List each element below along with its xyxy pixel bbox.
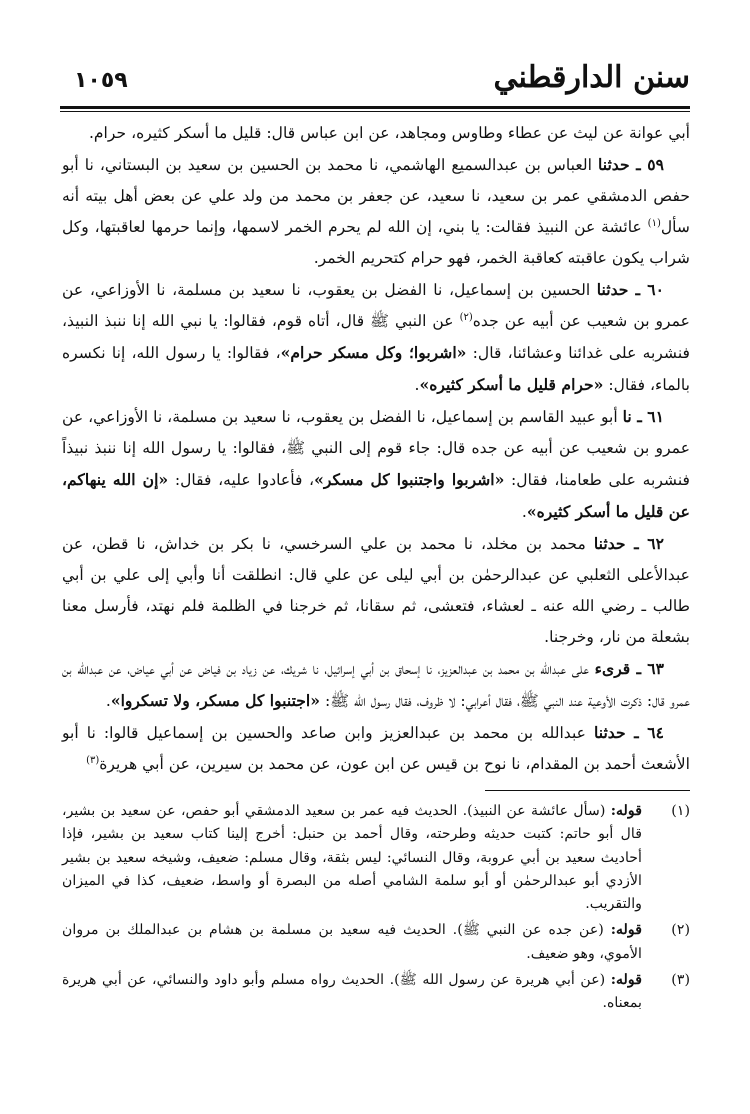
hadith-61 (62, 401, 690, 528)
header-rule-thin (60, 111, 690, 112)
footnote-marker: (٢) (671, 922, 690, 939)
footnote-title: قوله: (610, 922, 642, 939)
footnote-2 (62, 919, 690, 966)
hadith-number-label: ٦٣ ـ قرىء (594, 659, 664, 678)
book-title: سنن الدارقطني (493, 60, 690, 95)
footnote-ref-3[interactable]: (٣) (86, 754, 100, 766)
paragraph-text: أبي عوانة عن ليث عن عطاء وطاوس ومجاهد، عن ابن عباس قال: قليل ما أسكر كثيره، حرام. (88, 124, 690, 142)
hadith-number-label: ٦٠ ـ حدثنا (596, 280, 664, 299)
footnote-marker: (٣) (671, 972, 690, 989)
hadith-number-label: ٦٢ ـ حدثنا (593, 534, 664, 553)
paragraph-text: الحسين بن إسماعيل، نا الفضل بن يعقوب، نا سعيد بن مسلمة، نا الأوزاعي، عن عمرو بن شعيب عن أبيه عن جده (62, 281, 690, 330)
prophetic-quote: «اجتنبوا كل مسكر، ولا تسكروا» (110, 691, 321, 710)
prophetic-quote: «حرام قليل ما أسكر كثيره» (419, 375, 604, 394)
footnotes (62, 800, 690, 1019)
footnote-title: قوله: (610, 803, 642, 819)
hadith-64 (62, 717, 690, 780)
hadith-60 (62, 274, 690, 401)
hadith-number-label: ٦٤ ـ حدثنا (594, 723, 664, 742)
paragraph-continuation (62, 118, 690, 149)
footnote-marker: (١) (671, 803, 690, 819)
hadith-number-label: ٦١ ـ نا (622, 407, 664, 426)
paragraph-text: ، فأعادوا عليه، فقال: (168, 471, 315, 489)
prophetic-quote: «إن الله ينهاكم، عن قليل ما أسكر كثيره» (62, 470, 690, 521)
footnote-ref-1[interactable]: (١) (647, 217, 661, 229)
paragraph-text: . (414, 376, 420, 394)
footnote-text: (عن جده عن النبي ﷺ). الحديث فيه سعيد بن مسلمة بن هشام بن عبدالملك بن مروان الأموي، وهو ضعيف. (62, 922, 642, 962)
paragraph-text: . (105, 692, 111, 710)
prophetic-quote: «اشربوا؛ وكل مسكر حرام» (280, 343, 467, 362)
footnote-text: (عن أبي هريرة عن رسول الله ﷺ). الحديث رواه مسلم وأبو داود والنسائي، عن أبي هريرة بمعناه. (62, 972, 642, 1012)
paragraph-text: العباس بن عبدالسميع الهاشمي، نا محمد بن الحسين بن سعيد بن البستاني، نا أبو حفص الدمشقي عمر بن سعيد، نا سعيد، عن جعفر بن محمد من ولد علي عن بعض أهل بيته أنه سأل (62, 156, 690, 236)
footnote-text: (سأل عائشة عن النبيذ). الحديث فيه عمر بن سعيد الدمشقي أبو حفص، عن سعيد بن بشير، قال أبو حاتم: كتبت حديثه وطرحته، وقال أحمد بن حنبل: أخرج إلينا كتاب سعيد بن بشير، فإذا أحاديث سعيد بن أبي عروبة، وقال النسائي: ليس بثقة، وقال مسلم: ضعيف، وشيخه سعيد بن بشير الأزدي أبو عبدالرحمٰن أو أبو سلمة الشامي أصله من البصرة أو واسط، ضعيف، كذا في الميزان والتقريب. (62, 803, 642, 913)
paragraph-text: ، فقالوا: يا رسول الله، إنا نكسره بالماء، فقال: (62, 344, 690, 394)
hadith-63 (62, 653, 690, 717)
hadith-62 (62, 528, 690, 653)
hadith-number-label: ٥٩ ـ حدثنا (598, 155, 664, 174)
footnote-3 (62, 969, 690, 1016)
footnote-1 (62, 800, 690, 916)
page-header (60, 52, 690, 102)
paragraph-text: عن النبي ﷺ قال، أتاه قوم، فقالوا: يا نبي الله إنا ننبذ النبيذ، فنشربه على غدائنا وعشائنا، قال: (62, 312, 690, 362)
header-rule (60, 106, 690, 109)
page-number: ١٠٥٩ (74, 68, 128, 93)
paragraph-text: عائشة عن النبيذ فقالت: يا بني، إن الله لم يحرم الخمر لاسمها، وإنما حرمها لعاقبتها، وكل شراب يكون عاقبته كعاقبة الخمر، فهو حرام كتحريم الخمر. (62, 218, 690, 267)
footnote-ref-2[interactable]: (٢) (459, 311, 473, 323)
hadith-59 (62, 149, 690, 274)
paragraph-text: عبدالله بن محمد بن عبدالعزيز وابن صاعد والحسين بن إسماعيل قالوا: نا أبو الأشعث أحمد بن المقدام، نا نوح بن قيس عن ابن عون، عن محمد بن سيرين، عن أبي هريرة (62, 724, 690, 773)
paragraph-text: . (521, 503, 527, 521)
paragraph-text: محمد بن مخلد، نا محمد بن علي السرخسي، نا بكر بن خداش، نا قطن، عن عبدالأعلى الثعلبي عن عبدالرحمٰن بن أبي ليلى عن علي قال: انطلقت أنا وأبي إلى علي بن أبي طالب ـ رضي الله عنه ـ لعشاء، فتعشى، ثم سقانا، ثم خرجنا في الظلمة فلم نهتد، فأرسل معنا بشعلة من نار، وخرجنا. (62, 535, 690, 646)
paragraph-text: على عبدالله بن محمد بن عبدالعزيز، نا إسحاق بن أبي إسرائيل، نا شريك، عن زياد بن فياض عن أبي عياض، عن عبدالله بن عمرو قال: ذكرت الأوعية عند النبي ﷺ، فقال أعرابي: لا ظروف، فقال رسول الله ﷺ: (62, 660, 690, 710)
footnote-separator (485, 790, 690, 791)
paragraph-text: أبو عبيد القاسم بن إسماعيل، نا الفضل بن يعقوب، نا سعيد بن مسلمة، نا الأوزاعي، عن عمرو بن شعيب عن أبيه عن جده قال: جاء قوم إلى النبي ﷺ، فقالوا: يا رسول الله إنا ننبذ نبيذاً فنشربه على طعامنا، فقال: (62, 408, 690, 489)
prophetic-quote: «اشربوا واجتنبوا كل مسكر» (314, 470, 505, 489)
main-text (62, 118, 690, 780)
footnote-title: قوله: (610, 972, 642, 989)
